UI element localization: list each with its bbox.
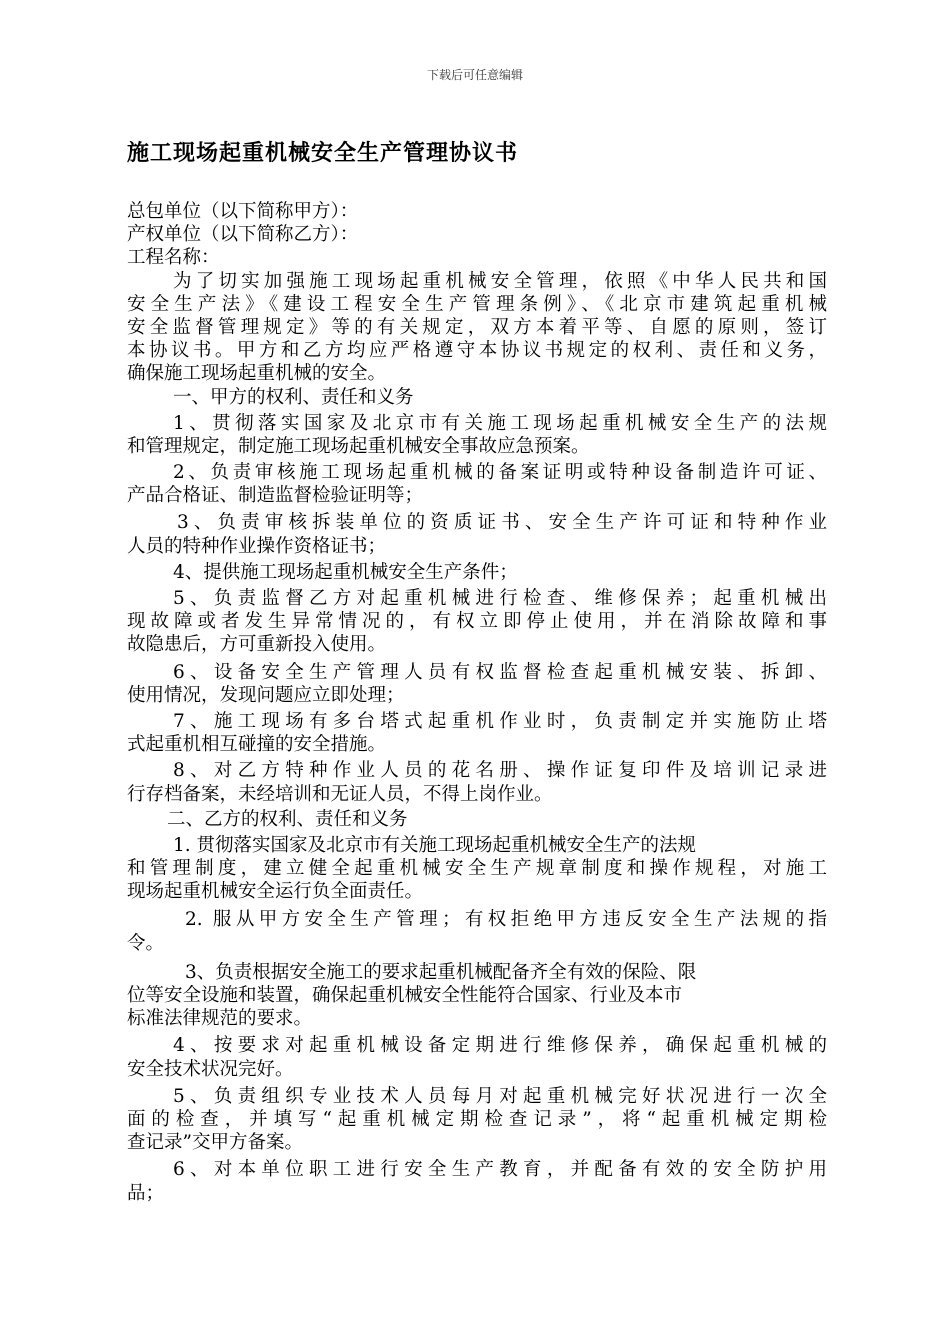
text-line: 现故障或者发生异常情况的，有权立即停止使用，并在消除故障和事 [127,611,827,633]
text-line: 安全监督管理规定》等的有关规定，双方本着平等、自愿的原则，签订 [127,316,827,338]
text-line: 本协议书。甲方和乙方均应严格遵守本协议书规定的权利、责任和义务， [127,340,827,362]
text-line: 7、施工现场有多台塔式起重机作业时，负责制定并实施防止塔 [173,710,827,732]
text-line: 标准法律规范的要求。 [127,1008,313,1030]
text-line: 6、对本单位职工进行安全生产教育，并配备有效的安全防护用 [173,1159,827,1181]
text-line: 总包单位（以下简称甲方）： [127,201,359,222]
text-line: 确保施工现场起重机械的安全。 [127,363,387,385]
text-line: 8、对乙方特种作业人员的花名册、操作证复印件及培训记录进 [173,760,827,782]
text-line: 3、负责根据安全施工的要求起重机械配备齐全有效的保险、限 [185,961,697,983]
text-line: 1、贯彻落实国家及北京市有关施工现场起重机械安全生产的法规 [173,412,827,434]
text-line: 安全生产法》《建设工程安全生产管理条例》、《北京市建筑起重机械 [127,293,827,315]
text-line: 6、设备安全生产管理人员有权监督检查起重机械安装、拆卸、 [173,661,827,683]
text-line: 4、提供施工现场起重机械安全生产条件； [173,561,518,583]
text-line: 1. 贯彻落实国家及北京市有关施工现场起重机械安全生产的法规 [173,834,697,856]
text-line: 和管理规定，制定施工现场起重机械安全事故应急预案。 [127,435,590,457]
text-line: 式起重机相互碰撞的安全措施。 [127,734,387,756]
text-line: 二、乙方的权利、责任和义务 [167,808,408,830]
text-line: 5、负责监督乙方对起重机械进行检查、维修保养；起重机械出 [173,588,827,609]
document-title: 施工现场起重机械安全生产管理协议书 [127,140,519,166]
text-line: 3、负责审核拆装单位的资质证书、安全生产许可证和特种作业 [177,512,827,534]
text-line: 行存档备案，未经培训和无证人员，不得上岗作业。 [127,783,553,805]
text-line: 一、甲方的权利、责任和义务 [173,386,414,408]
text-line: 工程名称： [127,247,220,269]
text-line: 使用情况，发现问题应立即处理； [127,684,405,706]
text-line: 安全技术状况完好。 [127,1058,294,1080]
text-line: 面的检查，并填写“起重机械定期检查记录”，将“起重机械定期检 [127,1108,827,1130]
text-line: 5、负责组织专业技术人员每月对起重机械完好状况进行一次全 [173,1085,827,1107]
text-line: 位等安全设施和装置，确保起重机械安全性能符合国家、行业及本市 [127,985,683,1006]
text-line: 查记录”交甲方备案。 [127,1132,303,1154]
text-line: 产权单位（以下简称乙方）： [127,224,359,246]
text-line: 现场起重机械安全运行负全面责任。 [127,881,424,903]
text-line: 人员的特种作业操作资格证书； [127,535,387,557]
text-line: 产品合格证、制造监督检验证明等； [127,485,424,507]
text-line: 4、按要求对起重机械设备定期进行维修保养，确保起重机械的 [173,1035,827,1057]
text-line: 品； [127,1182,165,1204]
text-line: 和管理制度，建立健全起重机械安全生产规章制度和操作规程，对施工 [127,858,827,880]
document-body [127,200,827,1205]
text-line: 2、负责审核施工现场起重机械的备案证明或特种设备制造许可证、 [173,462,827,484]
text-line: 令。 [127,932,165,954]
text-line: 2. 服从甲方安全生产管理；有权拒绝甲方违反安全生产法规的指 [185,909,827,931]
header-note: 下载后可任意编辑 [426,68,523,82]
text-line: 故隐患后，方可重新投入使用。 [127,634,387,656]
text-line: 为了切实加强施工现场起重机械安全管理，依照《中华人民共和国 [173,270,827,292]
